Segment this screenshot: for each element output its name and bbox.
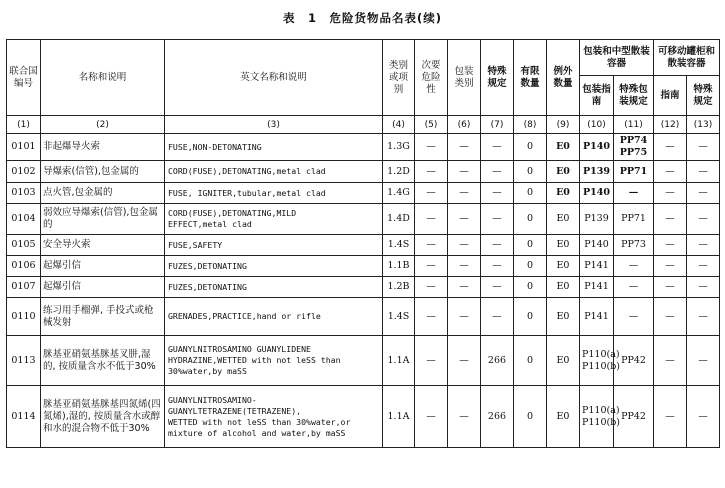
tank-instruction-cell: — (654, 256, 687, 277)
special-packing-cell: PP71 (614, 204, 654, 235)
col-index: (3) (165, 116, 383, 134)
tank-special-cell: — (687, 235, 720, 256)
tank-instruction-cell: — (654, 277, 687, 298)
packing-group-cell: — (448, 298, 481, 336)
special-packing-cell: — (614, 298, 654, 336)
class-cell: 1.2B (383, 277, 415, 298)
header-excepted-quantity: 例外数量 (547, 40, 580, 116)
excepted-quantity-cell: E0 (547, 256, 580, 277)
special-provisions-cell: — (481, 277, 514, 298)
tank-special-cell: — (687, 183, 720, 204)
special-packing-cell: — (614, 183, 654, 204)
class-cell: 1.1A (383, 336, 415, 386)
limited-quantity-cell: 0 (514, 336, 547, 386)
col-index: (7) (481, 116, 514, 134)
sub-risk-cell: — (415, 256, 448, 277)
table-row (7, 183, 720, 204)
name-en-cell: GRENADES,PRACTICE,hand or rifle (165, 298, 383, 336)
packing-instruction-cell: P139 (580, 161, 614, 183)
name-cn-cell: 练习用手榴弹, 手投式或枪械发射 (41, 298, 165, 336)
sub-risk-cell: — (415, 204, 448, 235)
table-row (7, 298, 720, 336)
col-index: (4) (383, 116, 415, 134)
name-en-cell: FUSE, IGNITER,tubular,metal clad (165, 183, 383, 204)
sub-risk-cell: — (415, 386, 448, 448)
un-no-cell: 0106 (7, 256, 41, 277)
sub-risk-cell: — (415, 235, 448, 256)
name-en-cell: CORD(FUSE),DETONATING,metal clad (165, 161, 383, 183)
col-index: (13) (687, 116, 720, 134)
packing-instruction-cell: P141 (580, 256, 614, 277)
column-index-row (7, 116, 720, 134)
excepted-quantity-cell: E0 (547, 183, 580, 204)
tank-special-cell: — (687, 277, 720, 298)
class-cell: 1.1B (383, 256, 415, 277)
tank-special-cell: — (687, 161, 720, 183)
table-title: 表 1 危险货物品名表(续) (282, 11, 442, 25)
special-provisions-cell: — (481, 134, 514, 161)
col-index: (10) (580, 116, 614, 134)
tank-instruction-cell: — (654, 386, 687, 448)
name-en-cell: FUSE,SAFETY (165, 235, 383, 256)
col-index: (11) (614, 116, 654, 134)
tank-special-cell: — (687, 336, 720, 386)
class-cell: 1.4S (383, 298, 415, 336)
excepted-quantity-cell: E0 (547, 134, 580, 161)
header-packing-instruction: 包装指南 (580, 76, 614, 116)
name-en-cell: FUZES,DETONATING (165, 256, 383, 277)
col-index: (2) (41, 116, 165, 134)
limited-quantity-cell: 0 (514, 204, 547, 235)
packing-group-cell: — (448, 386, 481, 448)
special-packing-cell: PP42 (614, 386, 654, 448)
special-provisions-cell: — (481, 183, 514, 204)
class-cell: 1.2D (383, 161, 415, 183)
excepted-quantity-cell: E0 (547, 277, 580, 298)
special-provisions-cell: — (481, 298, 514, 336)
name-cn-cell: 导爆索(信管),包金属的 (41, 161, 165, 183)
un-no-cell: 0103 (7, 183, 41, 204)
packing-instruction-cell: P140 (580, 183, 614, 204)
col-index: (8) (514, 116, 547, 134)
col-index: (9) (547, 116, 580, 134)
packing-group-cell: — (448, 336, 481, 386)
tank-instruction-cell: — (654, 183, 687, 204)
col-index: (1) (7, 116, 41, 134)
name-en-cell: GUANYLNITROSAMINO GUANYLIDENE HYDRAZINE,WETTED with not leSS than 30%water,by maSS (165, 336, 383, 386)
sub-risk-cell: — (415, 336, 448, 386)
un-no-cell: 0114 (7, 386, 41, 448)
name-en-cell: GUANYLNITROSAMINO- GUANYLTETRAZENE(TETRAZENE), WETTED with not leSS than 30%water,or mixture of alcohol and water,by maSS (165, 386, 383, 448)
sub-risk-cell: — (415, 161, 448, 183)
header-name-en: 英文名称和说明 (165, 40, 383, 116)
special-provisions-cell: — (481, 256, 514, 277)
table-row (7, 277, 720, 298)
un-no-cell: 0113 (7, 336, 41, 386)
header-tank-instruction: 指南 (654, 76, 687, 116)
header-name-cn: 名称和说明 (41, 40, 165, 116)
table-row (7, 161, 720, 183)
special-packing-cell: PP74 PP75 (614, 134, 654, 161)
col-index: (6) (448, 116, 481, 134)
special-provisions-cell: 266 (481, 336, 514, 386)
packing-instruction-cell: P140 (580, 134, 614, 161)
un-no-cell: 0104 (7, 204, 41, 235)
header-packing-group: 包装类别 (448, 40, 481, 116)
name-cn-cell: 弱效应导爆索(信管),包金属的 (41, 204, 165, 235)
excepted-quantity-cell: E0 (547, 386, 580, 448)
header-special-provisions: 特殊规定 (481, 40, 514, 116)
excepted-quantity-cell: E0 (547, 298, 580, 336)
packing-group-cell: — (448, 134, 481, 161)
special-packing-cell: PP42 (614, 336, 654, 386)
class-cell: 1.4G (383, 183, 415, 204)
table-row (7, 336, 720, 386)
name-cn-cell: 非起爆导火索 (41, 134, 165, 161)
special-provisions-cell: — (481, 235, 514, 256)
col-index: (12) (654, 116, 687, 134)
table-row (7, 235, 720, 256)
packing-group-cell: — (448, 183, 481, 204)
limited-quantity-cell: 0 (514, 183, 547, 204)
tank-instruction-cell: — (654, 235, 687, 256)
sub-risk-cell: — (415, 277, 448, 298)
tank-special-cell: — (687, 256, 720, 277)
packing-instruction-cell: P110(a) P110(b) (580, 336, 614, 386)
class-cell: 1.4S (383, 235, 415, 256)
header-packaging-ibc: 包装和中型散装容器 (580, 40, 654, 76)
tank-instruction-cell: — (654, 161, 687, 183)
limited-quantity-cell: 0 (514, 134, 547, 161)
tank-instruction-cell: — (654, 134, 687, 161)
packing-group-cell: — (448, 161, 481, 183)
name-en-cell: FUSE,NON-DETONATING (165, 134, 383, 161)
col-index: (5) (415, 116, 448, 134)
table-row (7, 134, 720, 161)
header-special-packing: 特殊包装规定 (614, 76, 654, 116)
table-row (7, 204, 720, 235)
packing-group-cell: — (448, 235, 481, 256)
tank-special-cell: — (687, 134, 720, 161)
limited-quantity-cell: 0 (514, 386, 547, 448)
packing-instruction-cell: P140 (580, 235, 614, 256)
excepted-quantity-cell: E0 (547, 204, 580, 235)
tank-instruction-cell: — (654, 204, 687, 235)
header-sub-risk: 次要危险性 (415, 40, 448, 116)
excepted-quantity-cell: E0 (547, 235, 580, 256)
packing-group-cell: — (448, 277, 481, 298)
limited-quantity-cell: 0 (514, 161, 547, 183)
tank-instruction-cell: — (654, 298, 687, 336)
name-en-cell: CORD(FUSE),DETONATING,MILD EFFECT,metal clad (165, 204, 383, 235)
special-provisions-cell: — (481, 161, 514, 183)
tank-special-cell: — (687, 204, 720, 235)
packing-instruction-cell: P139 (580, 204, 614, 235)
class-cell: 1.1A (383, 386, 415, 448)
sub-risk-cell: — (415, 134, 448, 161)
tank-special-cell: — (687, 298, 720, 336)
header-tank-special: 特殊规定 (687, 76, 720, 116)
packing-group-cell: — (448, 204, 481, 235)
limited-quantity-cell: 0 (514, 256, 547, 277)
table-row (7, 256, 720, 277)
special-packing-cell: PP73 (614, 235, 654, 256)
name-cn-cell: 脒基亚硝氨基脒基四氮烯(四氮烯),湿的, 按质量含水或醇和水的混合物不低于30% (41, 386, 165, 448)
un-no-cell: 0101 (7, 134, 41, 161)
name-cn-cell: 点火管,包金属的 (41, 183, 165, 204)
excepted-quantity-cell: E0 (547, 336, 580, 386)
packing-instruction-cell: P110(a) P110(b) (580, 386, 614, 448)
class-cell: 1.4D (383, 204, 415, 235)
un-no-cell: 0105 (7, 235, 41, 256)
special-provisions-cell: — (481, 204, 514, 235)
dangerous-goods-table (6, 39, 720, 448)
special-packing-cell: — (614, 256, 654, 277)
header-tanks-bulk: 可移动罐柜和散装容器 (654, 40, 720, 76)
name-cn-cell: 安全导火索 (41, 235, 165, 256)
special-packing-cell: PP71 (614, 161, 654, 183)
un-no-cell: 0107 (7, 277, 41, 298)
un-no-cell: 0102 (7, 161, 41, 183)
name-cn-cell: 起爆引信 (41, 277, 165, 298)
class-cell: 1.3G (383, 134, 415, 161)
packing-instruction-cell: P141 (580, 298, 614, 336)
limited-quantity-cell: 0 (514, 277, 547, 298)
packing-group-cell: — (448, 256, 481, 277)
name-en-cell: FUZES,DETONATING (165, 277, 383, 298)
packing-instruction-cell: P141 (580, 277, 614, 298)
excepted-quantity-cell: E0 (547, 161, 580, 183)
name-cn-cell: 脒基亚硝氨基脒基叉肼,湿的, 按质量含水不低于30% (41, 336, 165, 386)
limited-quantity-cell: 0 (514, 298, 547, 336)
tank-instruction-cell: — (654, 336, 687, 386)
header-class: 类别或项别 (383, 40, 415, 116)
name-cn-cell: 起爆引信 (41, 256, 165, 277)
special-provisions-cell: 266 (481, 386, 514, 448)
tank-special-cell: — (687, 386, 720, 448)
sub-risk-cell: — (415, 183, 448, 204)
header-un-no: 联合国编号 (7, 40, 41, 116)
sub-risk-cell: — (415, 298, 448, 336)
table-row (7, 386, 720, 448)
un-no-cell: 0110 (7, 298, 41, 336)
limited-quantity-cell: 0 (514, 235, 547, 256)
header-limited-quantity: 有限数量 (514, 40, 547, 116)
special-packing-cell: — (614, 277, 654, 298)
